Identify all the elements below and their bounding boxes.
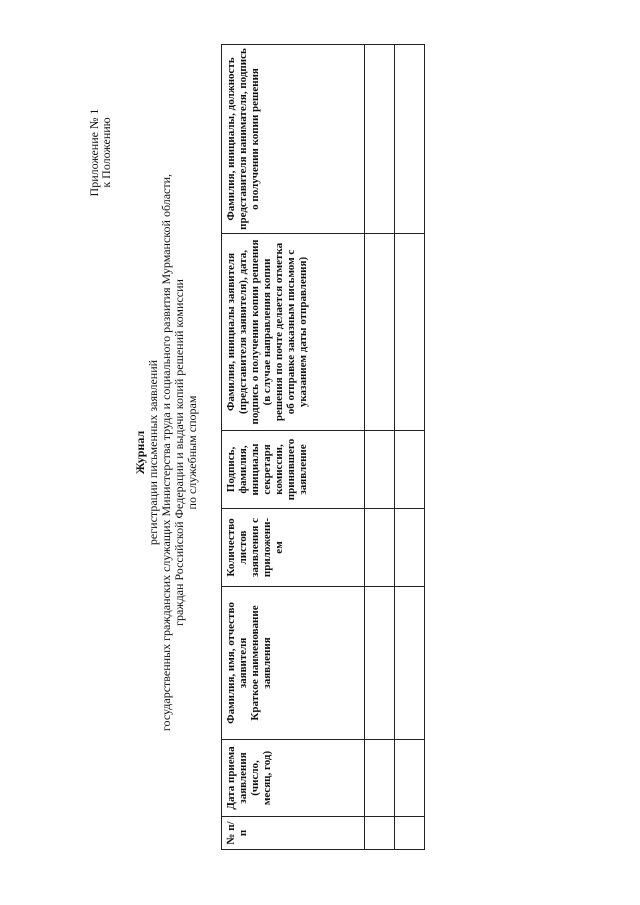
heading-line-3: граждан Российской Федерации и выдачи копий решений комиссии bbox=[172, 279, 186, 626]
registration-table bbox=[221, 44, 425, 850]
table-cell bbox=[395, 431, 425, 509]
table-cell bbox=[395, 509, 425, 587]
table-cell bbox=[395, 740, 425, 817]
column-header-secretary: Подпись, фамилия, инициалы секретаря комиссии, принявшего заявление bbox=[222, 431, 365, 509]
column-header-pages: Количество листов заявления с приложени-ем bbox=[222, 509, 365, 587]
table-cell bbox=[395, 45, 425, 234]
column-header-applicant bbox=[222, 587, 365, 740]
table-cell bbox=[365, 587, 395, 740]
column-header-receipt: Фамилия, инициалы заявителя (представителя заявителя), дата, подпись о получении копии решения (в случае направления копии решения по почте делается отметка об отправке заказным письмом с указанием даты отправления) bbox=[222, 234, 365, 431]
column-header-applicant-subtitle: Краткое наименование заявления bbox=[249, 605, 273, 721]
table-cell bbox=[395, 587, 425, 740]
document-page bbox=[16, 30, 616, 875]
appendix-line-2: к Положению bbox=[99, 117, 113, 188]
table-cell bbox=[365, 509, 395, 587]
table-header-row bbox=[222, 45, 365, 850]
table-cell bbox=[365, 431, 395, 509]
column-header-applicant-name: Фамилия, имя, отчество заявителя bbox=[225, 602, 249, 724]
table-cell bbox=[395, 817, 425, 850]
table-row bbox=[395, 45, 425, 850]
document-title: Журнал bbox=[133, 430, 147, 475]
document-heading bbox=[134, 30, 199, 875]
heading-line-4: по служебным спорам bbox=[185, 395, 199, 510]
table-cell bbox=[395, 234, 425, 431]
table-row bbox=[365, 45, 395, 850]
appendix-line-1: Приложение № 1 bbox=[87, 108, 101, 197]
heading-line-1: регистрации письменных заявлений bbox=[146, 359, 160, 546]
table-cell bbox=[365, 234, 395, 431]
heading-line-2: государственных гражданских служащих Министерства труда и социального развития Мурманской области, bbox=[159, 173, 173, 732]
column-header-date: Дата приема заявления (число, месяц, год) bbox=[222, 740, 365, 817]
table-cell bbox=[365, 45, 395, 234]
table-cell bbox=[365, 740, 395, 817]
table-cell bbox=[365, 817, 395, 850]
column-header-employer-rep: Фамилия, инициалы, должность представителя нанимателя, подпись о получении копии решения bbox=[222, 45, 365, 234]
column-header-number: № п/п bbox=[222, 817, 365, 850]
appendix-note bbox=[88, 30, 112, 275]
